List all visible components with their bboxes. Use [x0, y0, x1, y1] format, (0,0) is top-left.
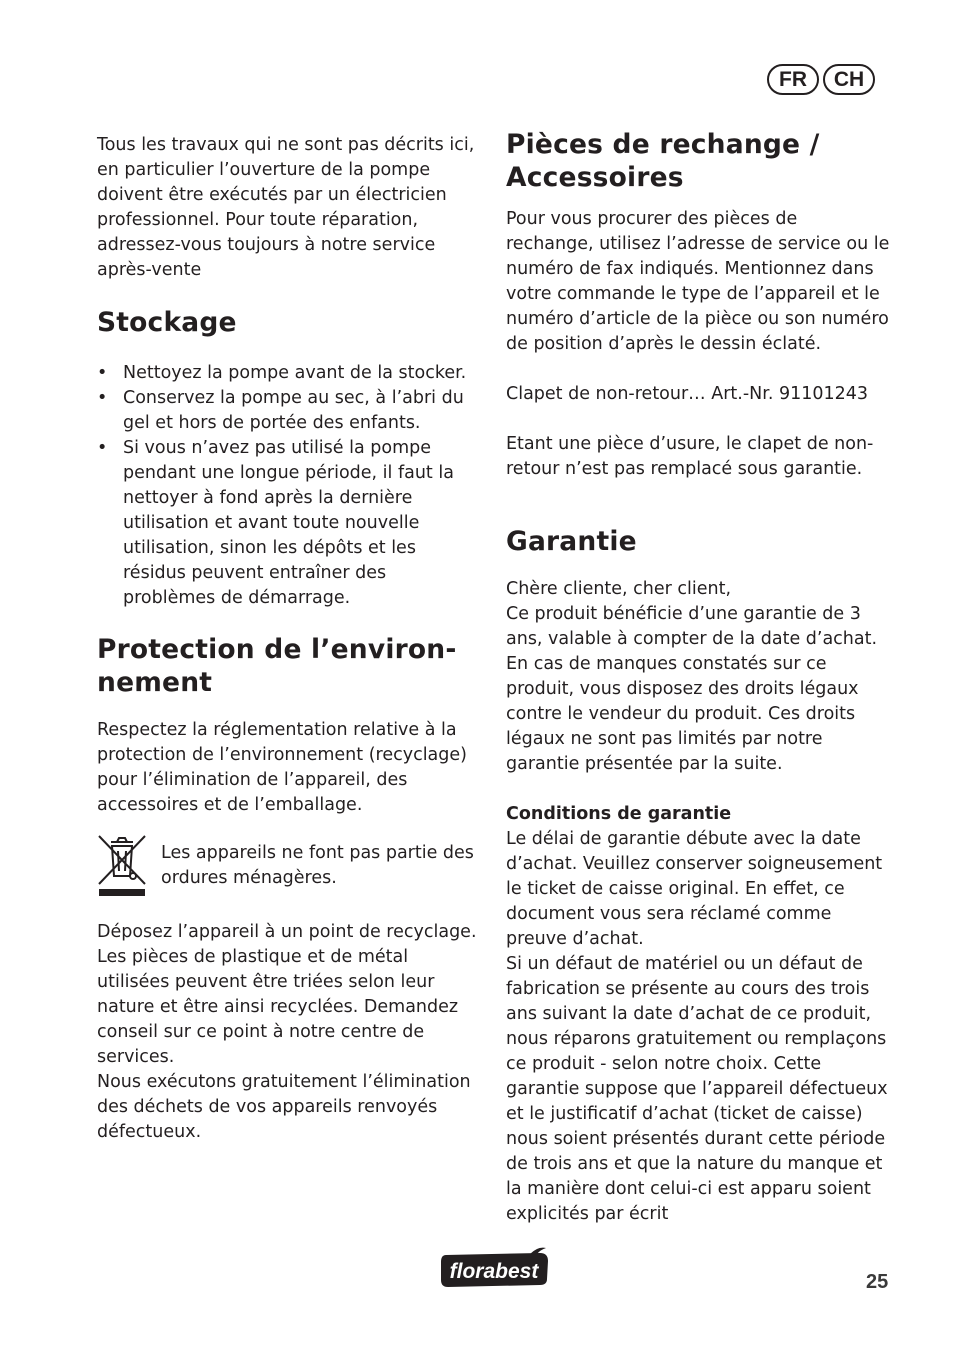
warranty-conditions-text: Si un défaut de matériel ou un défaut de fabrication se présente au cours des trois ans suivant la date d’achat de ce produit, nous réparons gratuitement ou remplaçons ce produit - selon notre choix. Cette garantie suppose que l’appareil défectueux et le justificatif d’achat (ticket de caisse) nous soient présentés durant cette période de trois ans et que la nature du manque et la manière dont celui-ci est apparu soient explicités par écrit: [506, 954, 888, 1224]
warranty-conditions-text: Le délai de garantie débute avec la date d’achat. Veuillez conserver soigneusement le ticket de caisse original. En effet, ce document vous sera réclamé comme preuve d’achat.: [506, 829, 883, 949]
storage-list: [97, 361, 481, 611]
weee-text: Les appareils ne font pas partie des ordures ménagères.: [161, 843, 474, 888]
weee-notice: [97, 834, 481, 898]
crossed-out-bin-icon: [97, 834, 147, 898]
page-number: 25: [866, 1271, 889, 1293]
spare-parts-text: Pour vous procurer des pièces de rechange, utilisez l’adresse de service ou le numéro de fax indiqués. Mentionnez dans votre commande le type de l’appareil et le numéro d’article de la pièce ou son numéro de position d’après le dessin éclaté.: [506, 209, 890, 354]
warranty-heading: Garantie: [506, 526, 637, 557]
right-column: [506, 128, 890, 1227]
florabest-logo: [438, 1245, 551, 1295]
service-intro: Tous les travaux qui ne sont pas décrits ici, en particulier l’ouverture de la pompe doivent être exécutés par un électricien professionnel. Pour toute réparation, adressez-vous toujours à notre service après-vente: [97, 135, 475, 280]
storage-item: • Si vous n’avez pas utilisé la pompe pendant une longue période, il faut la nettoyer à fond après la dernière utilisation et avant toute nouvelle utilisation, sinon les dépôts et les résidus peuvent entraîner des problèmes de démarrage.: [97, 436, 481, 611]
warranty-text: Ce produit bénéficie d’une garantie de 3 ans, valable à compter de la date d’achat. En cas de manques constatés sur ce produit, vous disposez des droits légaux contre le vendeur du produit. Ces droits légaux ne sont pas limités par notre garantie présentée par la suite.: [506, 604, 878, 774]
storage-item: • Nettoyez la pompe avant de la stocker.: [97, 361, 481, 386]
brand-name: florabest: [449, 1260, 539, 1283]
storage-heading: Stockage: [97, 307, 237, 338]
warranty-greeting: Chère cliente, cher client,: [506, 579, 732, 599]
warranty-conditions-heading: Conditions de garantie: [506, 804, 732, 824]
environment-text: Respectez la réglementation relative à la protection de l’environnement (recyclage) pour l’élimination de l’appareil, des accessoires et de l’emballage.: [97, 720, 467, 815]
lang-badge-ch: CH: [823, 64, 875, 95]
environment-heading: Protection de l’environ-nement: [97, 634, 457, 698]
language-badges: [767, 64, 875, 95]
part-number-line: Clapet de non-retour… Art.-Nr. 91101243: [506, 384, 869, 404]
recycle-text: Déposez l’appareil à un point de recyclage. Les pièces de plastique et de métal utilisées peuvent être triées selon leur nature et être ainsi recyclées. Demandez conseil sur ce point à notre centre de services.: [97, 922, 477, 1067]
lang-badge-fr: FR: [767, 64, 819, 95]
storage-item: • Conservez la pompe au sec, à l’abri du gel et hors de portée des enfants.: [97, 386, 481, 436]
free-disposal-text: Nous exécutons gratuitement l’élimination des déchets de vos appareils renvoyés défectueux.: [97, 1072, 471, 1142]
brand-logo: [438, 1245, 551, 1291]
spare-parts-heading: Pièces de rechange / Accessoires: [506, 129, 820, 193]
left-column: [97, 133, 481, 1145]
wear-part-text: Etant une pièce d’usure, le clapet de non-retour n’est pas remplacé sous garantie.: [506, 434, 874, 479]
